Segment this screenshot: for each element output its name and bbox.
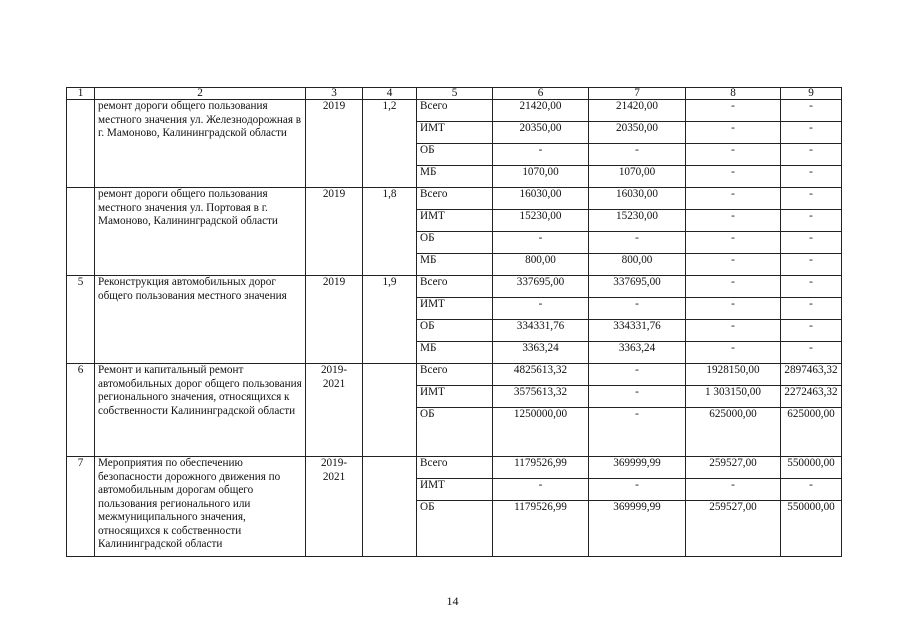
funding-source-cell: ОБ: [417, 501, 493, 557]
amount-col8-cell: 1928150,00: [686, 364, 781, 386]
amount-col9-cell: 2272463,32: [781, 386, 842, 408]
amount-col8-cell: -: [686, 210, 781, 232]
amount-col7-cell: -: [589, 479, 686, 501]
funding-source-cell: ИМТ: [417, 479, 493, 501]
amount-col9-cell: -: [781, 479, 842, 501]
length-cell: 1,2: [363, 100, 417, 188]
amount-col8-cell: -: [686, 144, 781, 166]
item-name-cell: Мероприятия по обеспечению безопасности дорожного движения по автомобильным дорогам общего пользования регионального или межмуниципального значения, относящихся к собственности Калининградской области: [95, 457, 306, 557]
table-row: [67, 100, 842, 122]
amount-col9-cell: -: [781, 342, 842, 364]
funding-source-cell: ИМТ: [417, 298, 493, 320]
header-cell: 8: [686, 88, 781, 100]
amount-col7-cell: 21420,00: [589, 100, 686, 122]
amount-col6-cell: -: [493, 144, 589, 166]
item-number-cell: [67, 100, 95, 188]
funding-source-cell: ИМТ: [417, 122, 493, 144]
length-cell: 1,9: [363, 276, 417, 364]
amount-col9-cell: 625000,00: [781, 408, 842, 457]
table-row: [67, 364, 842, 386]
length-cell: [363, 457, 417, 557]
funding-source-cell: ОБ: [417, 408, 493, 457]
funding-source-cell: Всего: [417, 276, 493, 298]
funding-source-cell: Всего: [417, 457, 493, 479]
amount-col6-cell: 16030,00: [493, 188, 589, 210]
amount-col9-cell: -: [781, 144, 842, 166]
amount-col8-cell: -: [686, 479, 781, 501]
year-cell: 2019- 2021: [306, 364, 363, 457]
amount-col7-cell: 369999,99: [589, 501, 686, 557]
year-cell: 2019: [306, 188, 363, 276]
funding-source-cell: МБ: [417, 342, 493, 364]
amount-col9-cell: 550000,00: [781, 501, 842, 557]
amount-col6-cell: 1179526,99: [493, 457, 589, 479]
funding-source-cell: ОБ: [417, 144, 493, 166]
item-name-cell: ремонт дороги общего пользования местного значения ул. Портовая в г. Мамоново, Калининградской области: [95, 188, 306, 276]
amount-col7-cell: 15230,00: [589, 210, 686, 232]
amount-col7-cell: 369999,99: [589, 457, 686, 479]
amount-col9-cell: 550000,00: [781, 457, 842, 479]
amount-col9-cell: -: [781, 100, 842, 122]
item-name-cell: ремонт дороги общего пользования местного значения ул. Железнодорожная в г. Мамоново, Калининградской области: [95, 100, 306, 188]
amount-col8-cell: -: [686, 188, 781, 210]
amount-col6-cell: 4825613,32: [493, 364, 589, 386]
funding-source-cell: ИМТ: [417, 210, 493, 232]
amount-col6-cell: -: [493, 232, 589, 254]
amount-col8-cell: -: [686, 276, 781, 298]
amount-col7-cell: -: [589, 298, 686, 320]
header-cell: 5: [417, 88, 493, 100]
amount-col7-cell: -: [589, 386, 686, 408]
funding-source-cell: ОБ: [417, 232, 493, 254]
funding-source-cell: Всего: [417, 364, 493, 386]
amount-col7-cell: 3363,24: [589, 342, 686, 364]
header-cell: 1: [67, 88, 95, 100]
header-cell: 3: [306, 88, 363, 100]
amount-col7-cell: 334331,76: [589, 320, 686, 342]
item-name-cell: Ремонт и капитальный ремонт автомобильных дорог общего пользования регионального значения, относящихся к собственности Калининградской области: [95, 364, 306, 457]
amount-col9-cell: -: [781, 254, 842, 276]
header-cell: 9: [781, 88, 842, 100]
amount-col7-cell: 800,00: [589, 254, 686, 276]
funding-source-cell: МБ: [417, 254, 493, 276]
amount-col9-cell: -: [781, 166, 842, 188]
year-cell: 2019: [306, 100, 363, 188]
amount-col8-cell: -: [686, 254, 781, 276]
amount-col6-cell: 3363,24: [493, 342, 589, 364]
amount-col8-cell: -: [686, 100, 781, 122]
amount-col7-cell: 20350,00: [589, 122, 686, 144]
amount-col8-cell: -: [686, 320, 781, 342]
amount-col8-cell: -: [686, 298, 781, 320]
year-cell: 2019- 2021: [306, 457, 363, 557]
amount-col9-cell: -: [781, 232, 842, 254]
amount-col8-cell: 259527,00: [686, 501, 781, 557]
funding-source-cell: Всего: [417, 188, 493, 210]
funding-source-cell: Всего: [417, 100, 493, 122]
amount-col9-cell: -: [781, 298, 842, 320]
amount-col6-cell: 3575613,32: [493, 386, 589, 408]
amount-col6-cell: 1250000,00: [493, 408, 589, 457]
amount-col6-cell: 1179526,99: [493, 501, 589, 557]
amount-col6-cell: -: [493, 479, 589, 501]
page-number: 14: [446, 594, 459, 608]
amount-col7-cell: -: [589, 144, 686, 166]
amount-col9-cell: 2897463,32: [781, 364, 842, 386]
amount-col9-cell: -: [781, 210, 842, 232]
amount-col7-cell: -: [589, 408, 686, 457]
amount-col8-cell: 259527,00: [686, 457, 781, 479]
amount-col8-cell: -: [686, 122, 781, 144]
header-cell: 7: [589, 88, 686, 100]
amount-col6-cell: -: [493, 298, 589, 320]
amount-col8-cell: 1 303150,00: [686, 386, 781, 408]
header-cell: 2: [95, 88, 306, 100]
amount-col7-cell: 337695,00: [589, 276, 686, 298]
length-cell: 1,8: [363, 188, 417, 276]
amount-col6-cell: 15230,00: [493, 210, 589, 232]
amount-col6-cell: 337695,00: [493, 276, 589, 298]
amount-col6-cell: 334331,76: [493, 320, 589, 342]
amount-col7-cell: -: [589, 232, 686, 254]
item-number-cell: 7: [67, 457, 95, 557]
amount-col8-cell: 625000,00: [686, 408, 781, 457]
amount-col6-cell: 800,00: [493, 254, 589, 276]
budget-table: [66, 87, 842, 557]
amount-col7-cell: -: [589, 364, 686, 386]
amount-col9-cell: -: [781, 188, 842, 210]
amount-col9-cell: -: [781, 122, 842, 144]
funding-source-cell: ИМТ: [417, 386, 493, 408]
table-row: [67, 276, 842, 298]
year-cell: 2019: [306, 276, 363, 364]
amount-col8-cell: -: [686, 232, 781, 254]
amount-col9-cell: -: [781, 276, 842, 298]
table-row: [67, 457, 842, 479]
amount-col9-cell: -: [781, 320, 842, 342]
amount-col6-cell: 20350,00: [493, 122, 589, 144]
header-cell: 6: [493, 88, 589, 100]
length-cell: [363, 364, 417, 457]
item-number-cell: 6: [67, 364, 95, 457]
amount-col8-cell: -: [686, 342, 781, 364]
table-row: [67, 188, 842, 210]
item-number-cell: 5: [67, 276, 95, 364]
funding-source-cell: ОБ: [417, 320, 493, 342]
column-number-row: [67, 88, 842, 100]
item-name-cell: Реконструкция автомобильных дорог общего пользования местного значения: [95, 276, 306, 364]
funding-source-cell: МБ: [417, 166, 493, 188]
amount-col7-cell: 1070,00: [589, 166, 686, 188]
amount-col6-cell: 21420,00: [493, 100, 589, 122]
item-number-cell: [67, 188, 95, 276]
amount-col6-cell: 1070,00: [493, 166, 589, 188]
header-cell: 4: [363, 88, 417, 100]
amount-col8-cell: -: [686, 166, 781, 188]
amount-col7-cell: 16030,00: [589, 188, 686, 210]
